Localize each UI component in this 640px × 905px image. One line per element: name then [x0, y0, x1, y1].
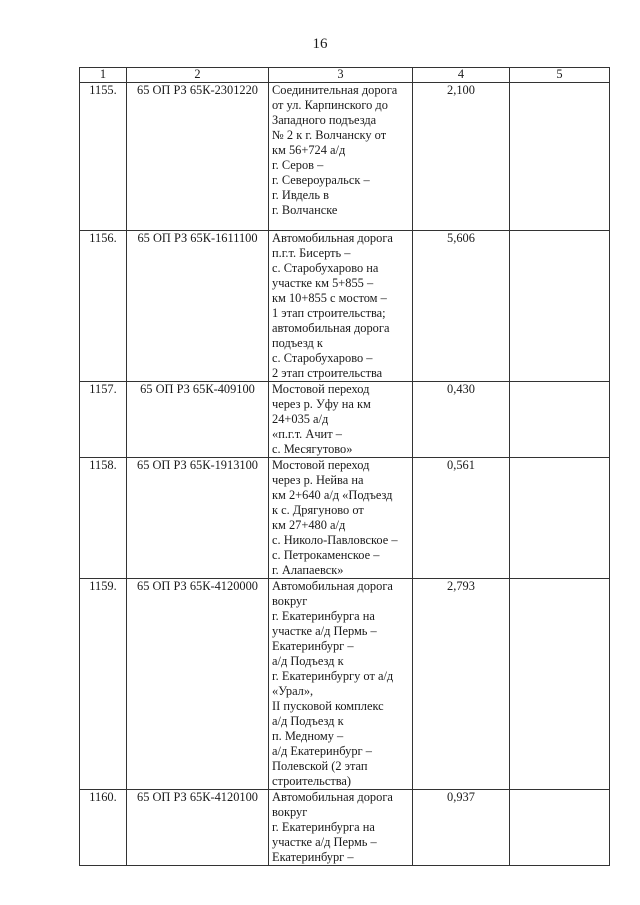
table-row — [80, 458, 610, 579]
column-header: 3 — [269, 68, 413, 83]
row-number: 1155. — [80, 83, 127, 231]
row-number: 1159. — [80, 579, 127, 790]
column-header: 2 — [127, 68, 269, 83]
row-number: 1156. — [80, 231, 127, 382]
road-name: Мостовой переход через р. Уфу на км 24+035 а/д «п.г.т. Ачит – с. Месягутово» — [269, 382, 413, 458]
note-cell — [510, 83, 610, 231]
registration-number: 65 ОП РЗ 65К-1611100 — [127, 231, 269, 382]
column-header: 4 — [413, 68, 510, 83]
note-cell — [510, 382, 610, 458]
road-length: 0,430 — [413, 382, 510, 458]
road-length: 0,561 — [413, 458, 510, 579]
registration-number: 65 ОП РЗ 65К-409100 — [127, 382, 269, 458]
road-name: Автомобильная дорога вокруг г. Екатеринбурга на участке а/д Пермь – Екатеринбург – — [269, 790, 413, 866]
note-cell — [510, 790, 610, 866]
road-length: 0,937 — [413, 790, 510, 866]
table-row — [80, 231, 610, 382]
row-number: 1157. — [80, 382, 127, 458]
registration-number: 65 ОП РЗ 65К-2301220 — [127, 83, 269, 231]
row-number: 1158. — [80, 458, 127, 579]
row-number: 1160. — [80, 790, 127, 866]
road-length: 2,793 — [413, 579, 510, 790]
page-number: 16 — [312, 36, 328, 52]
road-name: Мостовой переход через р. Нейва на км 2+640 а/д «Подъезд к с. Дрягуново от км 27+480 а/д с. Николо-Павловское – с. Петрокаменское – г. Алапаевск» — [269, 458, 413, 579]
table-row — [80, 579, 610, 790]
note-cell — [510, 579, 610, 790]
column-header: 1 — [80, 68, 127, 83]
registration-number: 65 ОП РЗ 65К-4120000 — [127, 579, 269, 790]
column-header: 5 — [510, 68, 610, 83]
road-name: Автомобильная дорога вокруг г. Екатеринбурга на участке а/д Пермь – Екатеринбург – а/д Подъезд к г. Екатеринбургу от а/д «Урал», II пусковой комплекс а/д Подъезд к п. Медному – а/д Екатеринбург – Полевской (2 этап строительства) — [269, 579, 413, 790]
note-cell — [510, 458, 610, 579]
header-row — [80, 68, 610, 83]
registration-number: 65 ОП РЗ 65К-4120100 — [127, 790, 269, 866]
road-length: 5,606 — [413, 231, 510, 382]
table-row — [80, 790, 610, 866]
note-cell — [510, 231, 610, 382]
road-length: 2,100 — [413, 83, 510, 231]
table-row — [80, 83, 610, 231]
road-registry-table — [79, 67, 610, 866]
road-name: Автомобильная дорога п.г.т. Бисерть – с. Старобухарово на участке км 5+855 – км 10+855 с мостом – 1 этап строительства; автомобильная дорога подъезд к с. Старобухарово – 2 этап строительства — [269, 231, 413, 382]
table-row — [80, 382, 610, 458]
registration-number: 65 ОП РЗ 65К-1913100 — [127, 458, 269, 579]
road-name: Соединительная дорога от ул. Карпинского до Западного подъезда № 2 к г. Волчанску от км 56+724 а/д г. Серов – г. Североуральск – г. Ивдель в г. Волчанске — [269, 83, 413, 231]
